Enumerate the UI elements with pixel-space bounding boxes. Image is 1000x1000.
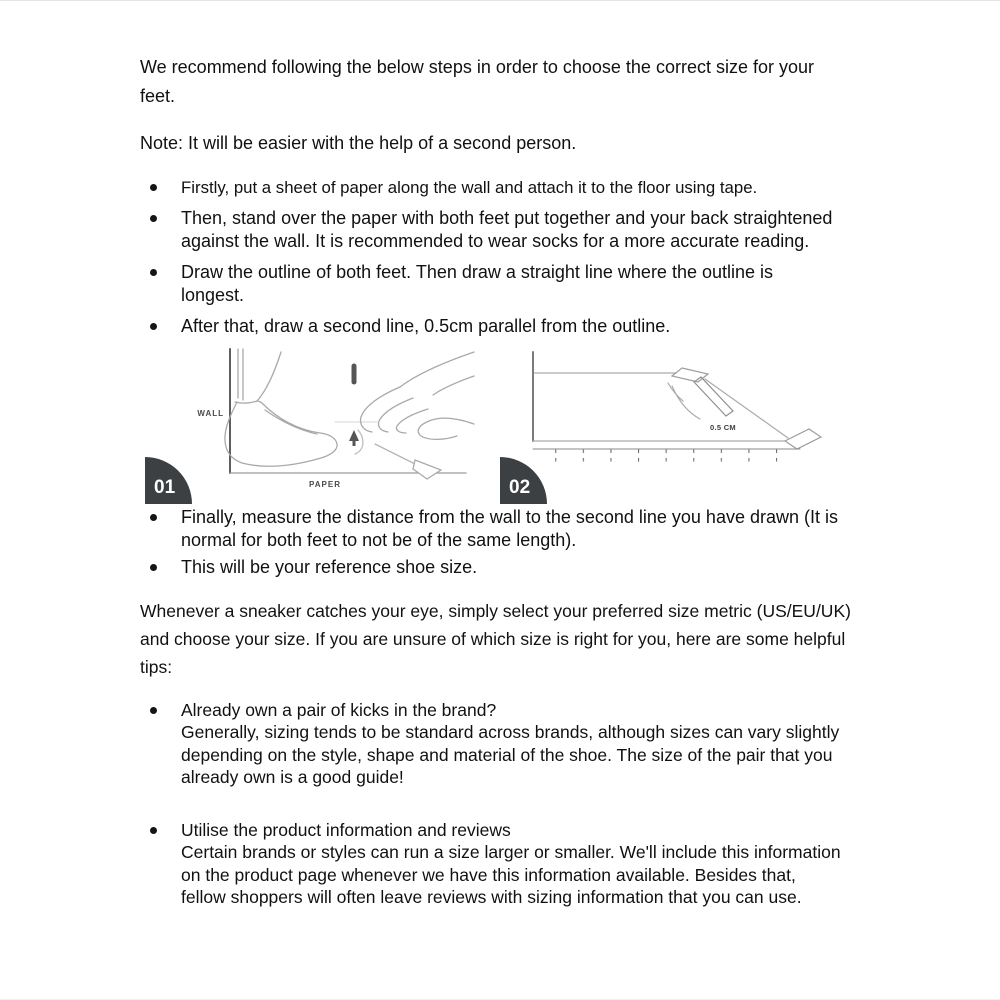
badge-number: 02	[509, 477, 531, 498]
list-item	[140, 556, 880, 579]
bullet-icon	[150, 707, 157, 714]
list-item	[140, 315, 880, 338]
hand-outline	[672, 386, 700, 419]
list-item	[140, 261, 880, 307]
badge-number: 01	[154, 477, 176, 498]
gap-distance-label: 0.5 CM	[710, 423, 736, 432]
tip-body: Certain brands or styles can run a size larger or smaller. We'll include this information on the product page whenever we have this information available. Besides that, fellow shoppers will often leave reviews with sizing information that you can use.	[181, 842, 841, 907]
list-item	[140, 699, 880, 789]
bullet-icon	[150, 323, 157, 330]
ruler	[533, 449, 800, 462]
tip-title: Utilise the product information and reviews	[181, 819, 511, 840]
arrow-icon	[413, 460, 441, 479]
tips-intro-paragraph: Whenever a sneaker catches your eye, simply select your preferred size metric (US/EU/UK) and choose your size. If you are unsure of which size is right for you, here are some helpful tips:	[140, 601, 851, 677]
size-guide-document	[140, 35, 880, 939]
step-text: After that, draw a second line, 0.5cm parallel from the outline.	[181, 316, 671, 336]
measurement-results-list	[140, 506, 880, 579]
tip-title: Already own a pair of kicks in the brand?	[181, 699, 497, 720]
note-line: Note: It will be easier with the help of a second person.	[140, 133, 577, 153]
step-01-badge	[145, 457, 192, 504]
step-text: Draw the outline of both feet. Then draw a straight line where the outline is longest.	[181, 262, 774, 305]
step-text: Firstly, put a sheet of paper along the wall and attach it to the floor using tape.	[181, 178, 758, 197]
bullet-icon	[150, 564, 157, 571]
list-item	[140, 506, 880, 552]
figure-measure-foot-illustration	[145, 346, 475, 506]
list-item	[140, 819, 880, 909]
step-text: Then, stand over the paper with both feet put together and your back straightened against the wall. It is recommended to wear socks for a more accurate reading.	[181, 208, 833, 251]
list-item	[140, 207, 880, 253]
figure-measure-length-illustration	[500, 346, 830, 506]
bullet-icon	[150, 184, 157, 191]
intro-paragraph: We recommend following the below steps in order to choose the correct size for your feet.	[140, 57, 814, 106]
paper-label: PAPER	[309, 480, 341, 489]
tip-body: Generally, sizing tends to be standard across brands, although sizes can vary slightly depending on the style, shape and material of the shoe. The size of the pair that you already own is a good guide!	[181, 722, 840, 787]
result-text: This will be your reference shoe size.	[181, 557, 478, 577]
bullet-icon	[150, 514, 157, 521]
result-text: Finally, measure the distance from the wall to the second line you have drawn (It is normal for both feet to not be of the same length).	[181, 507, 838, 550]
list-item	[140, 176, 880, 199]
step-02-badge	[500, 457, 547, 504]
tape-end	[672, 368, 708, 382]
tips-list	[140, 699, 880, 909]
tape-line	[375, 444, 417, 465]
wall-label: WALL	[197, 409, 224, 418]
bullet-icon	[150, 215, 157, 222]
arrow-icon	[785, 429, 821, 449]
hand-outline	[361, 352, 474, 439]
foot-outline	[225, 401, 337, 466]
pencil-icon	[694, 377, 733, 416]
pencil-icon	[349, 366, 359, 446]
illustrations-row	[140, 346, 880, 506]
bullet-icon	[150, 269, 157, 276]
bullet-icon	[150, 827, 157, 834]
measurement-steps-list	[140, 176, 880, 338]
